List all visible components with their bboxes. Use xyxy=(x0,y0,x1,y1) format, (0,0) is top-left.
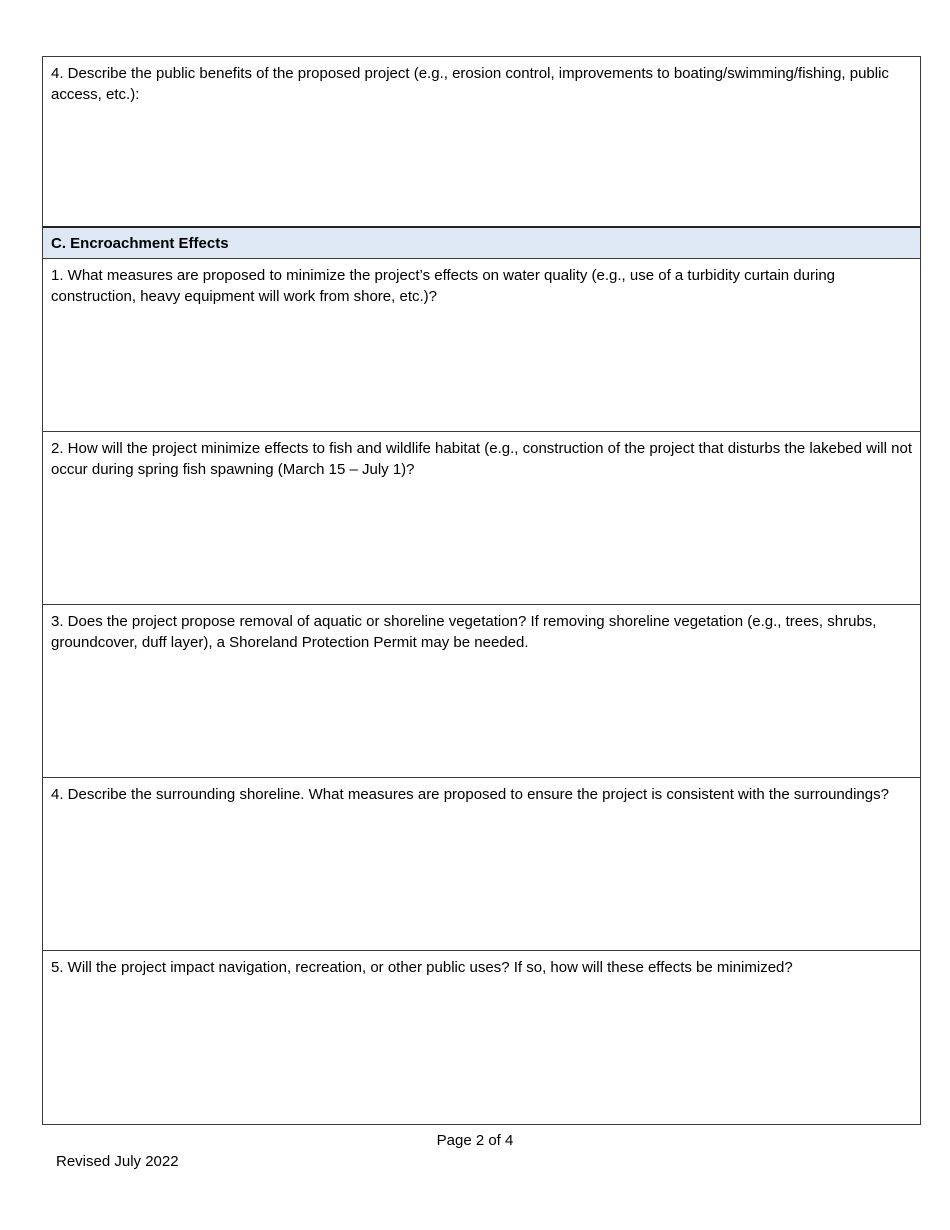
question-surrounding-shoreline[interactable] xyxy=(43,778,920,951)
question-vegetation-removal[interactable] xyxy=(43,605,920,778)
question-public-benefits-text: 4. Describe the public benefits of the proposed project (e.g., erosion control, improvements to boating/swimming/fishing, public access, etc.): xyxy=(51,65,889,103)
page-number: Page 2 of 4 xyxy=(436,1132,514,1149)
question-fish-wildlife-text: 2. How will the project minimize effects to fish and wildlife habitat (e.g., construction of the project that disturbs the lakebed will not occur during spring fish spawning (March 15 – July 1)? xyxy=(51,440,912,478)
question-public-uses-text: 5. Will the project impact navigation, recreation, or other public uses? If so, how will these effects be minimized? xyxy=(51,959,793,976)
question-fish-wildlife[interactable] xyxy=(43,432,920,605)
question-water-quality-text: 1. What measures are proposed to minimize the project’s effects on water quality (e.g., use of a turbidity curtain during construction, heavy equipment will work from shore, etc.)? xyxy=(51,267,836,305)
question-surrounding-shoreline-text: 4. Describe the surrounding shoreline. What measures are proposed to ensure the project is consistent with the surroundings? xyxy=(51,786,889,803)
form-table xyxy=(42,56,921,1125)
question-public-uses[interactable] xyxy=(43,951,920,1124)
question-public-benefits[interactable] xyxy=(43,57,920,227)
section-heading xyxy=(43,227,920,259)
question-vegetation-removal-text: 3. Does the project propose removal of aquatic or shoreline vegetation? If removing shoreline vegetation (e.g., trees, shrubs, groundcover, duff layer), a Shoreland Protection Permit may be needed. xyxy=(51,613,877,651)
question-water-quality[interactable] xyxy=(43,259,920,432)
revision-date: Revised July 2022 xyxy=(56,1153,179,1170)
section-heading-text: C. Encroachment Effects xyxy=(51,235,229,252)
